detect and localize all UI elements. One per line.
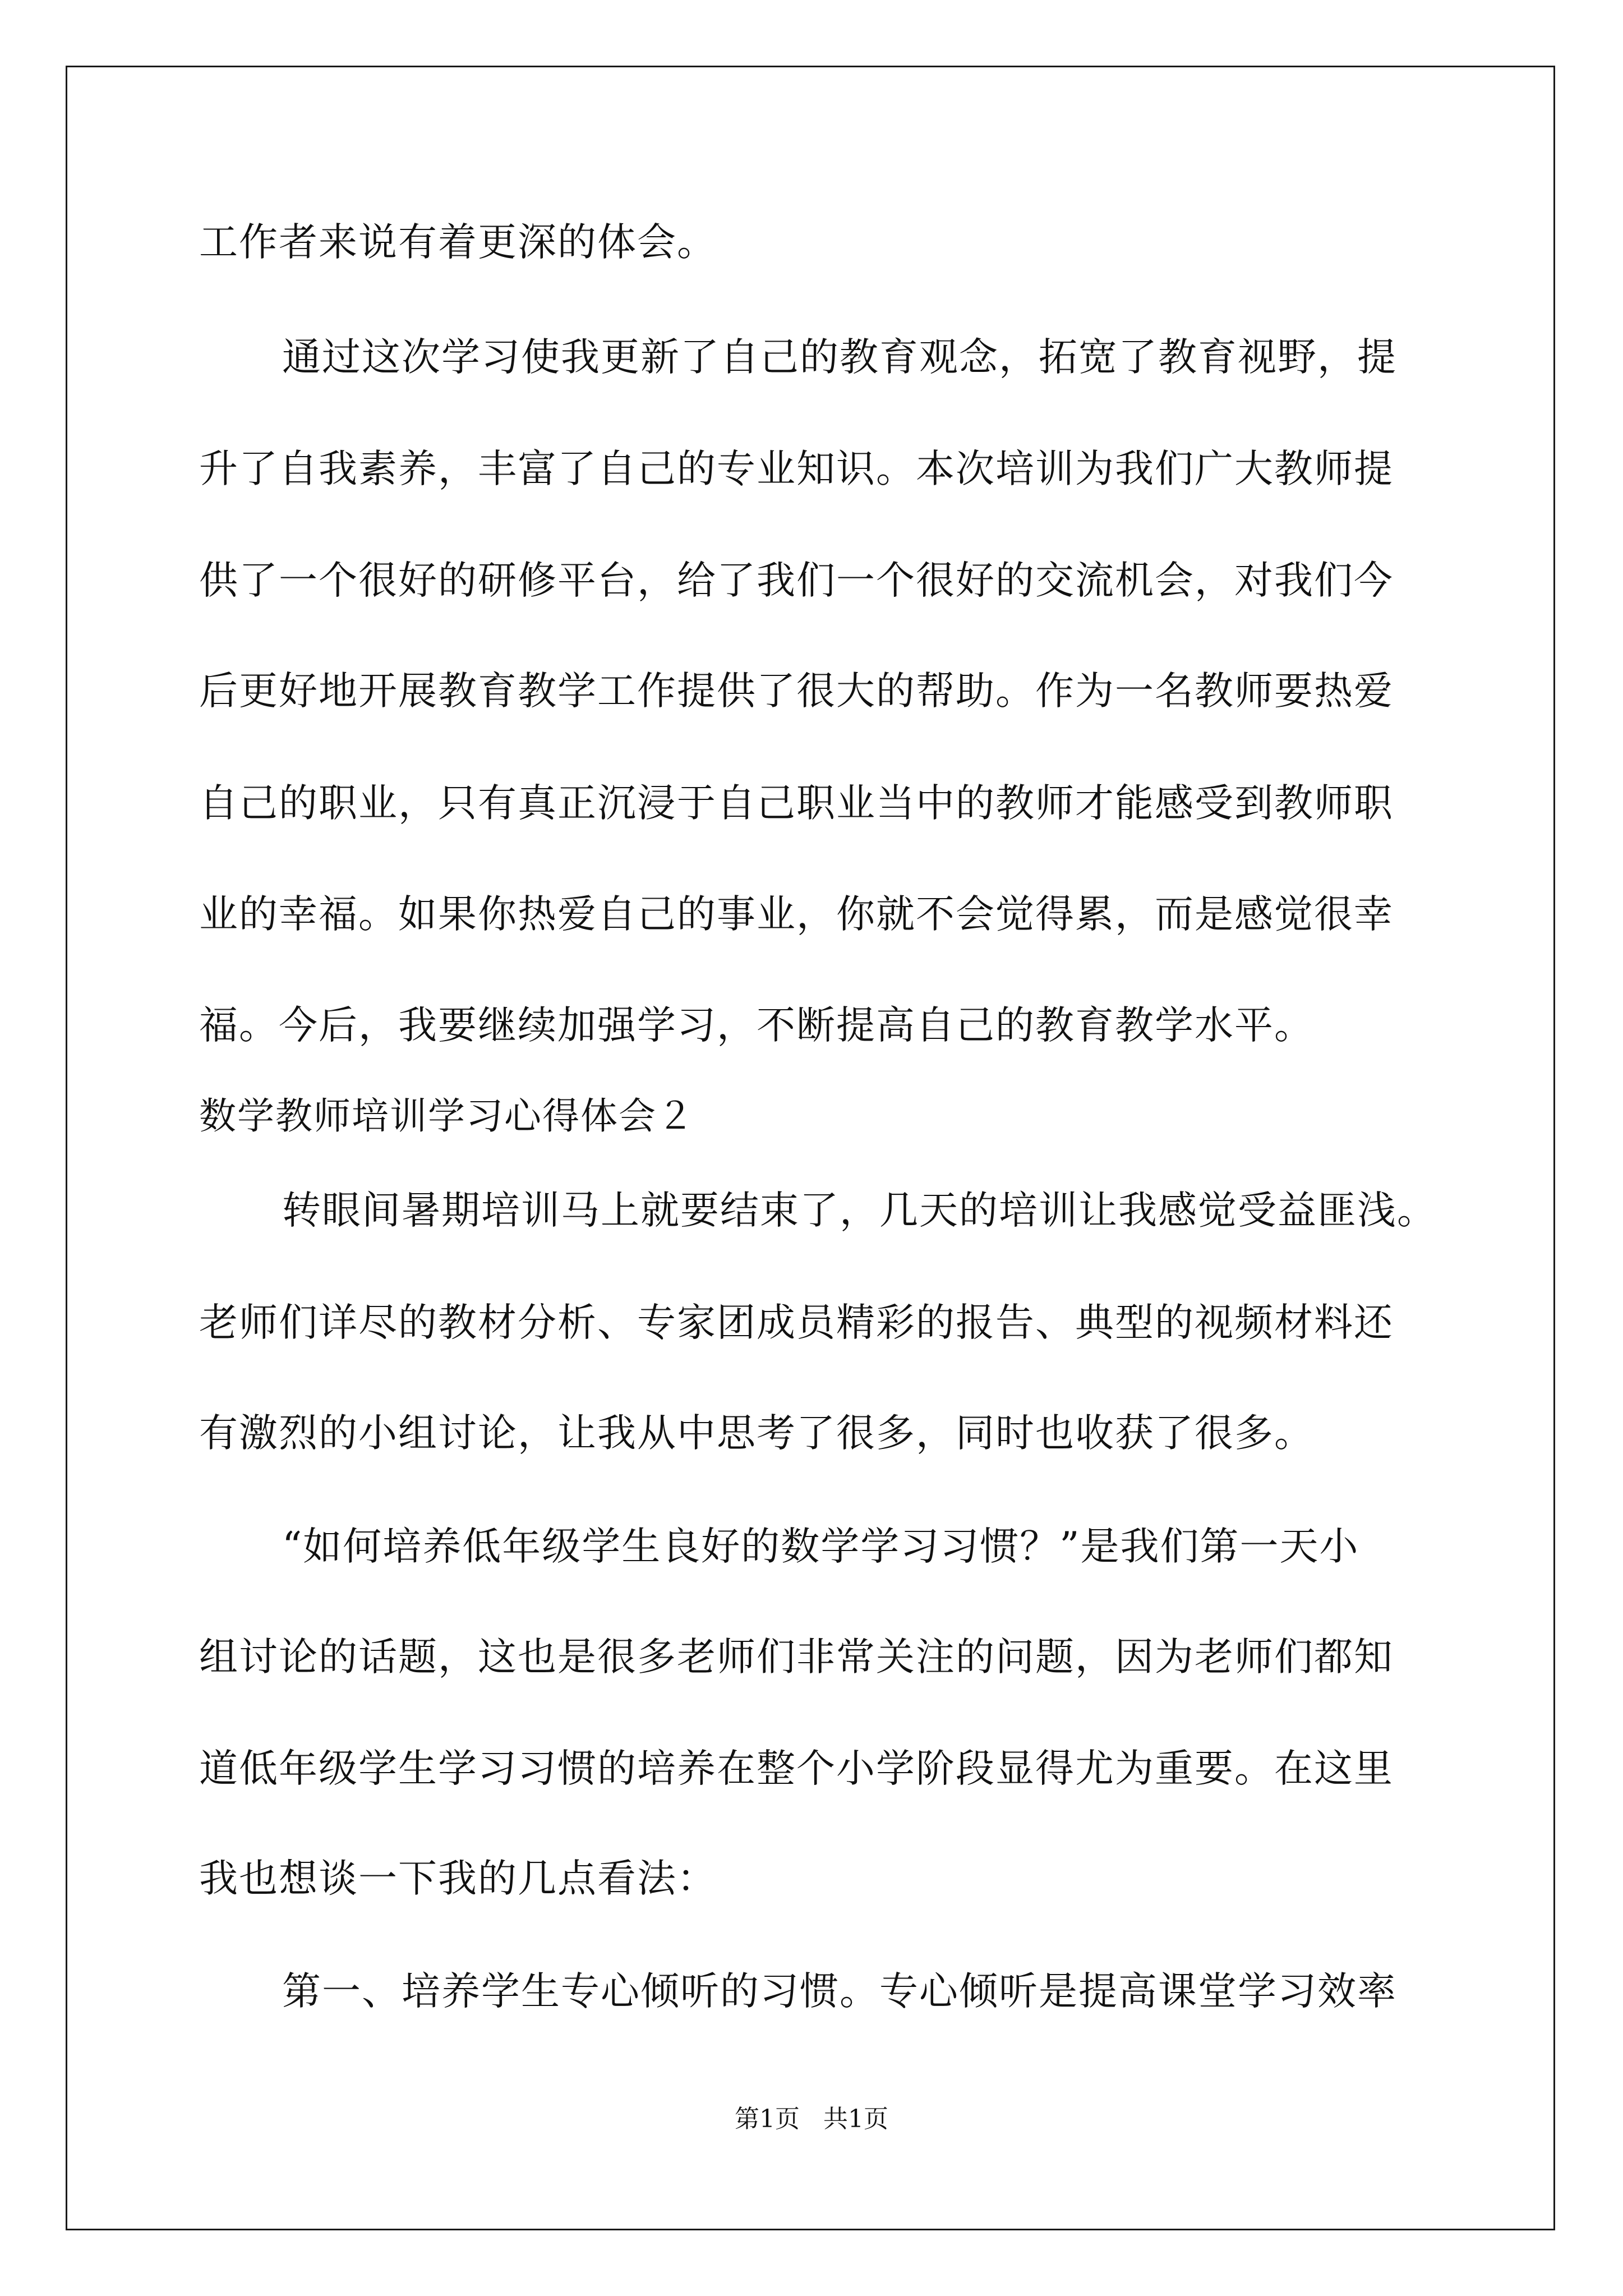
paragraph-line: 福。今后，我要继续加强学习，不断提高自己的教育教学水平。: [199, 1003, 1314, 1048]
paragraph-line: 通过这次学习使我更新了自己的教育观念，拓宽了教育视野，提: [282, 335, 1397, 380]
section-heading: 数学教师培训学习心得体会２: [199, 1094, 695, 1138]
paragraph-line: 转眼间暑期培训马上就要结束了，几天的培训让我感觉受益匪浅。: [282, 1188, 1437, 1233]
paragraph-line: 第一、培养学生专心倾听的习惯。专心倾听是提高课堂学习效率: [282, 1969, 1397, 2014]
paragraph-line: “如何培养低年级学生良好的数学学习习惯？”是我们第一天小: [282, 1524, 1359, 1569]
paragraph-line: 自己的职业，只有真正沉浸于自己职业当中的教师才能感受到教师职: [199, 781, 1394, 826]
paragraph-line: 道低年级学生学习习惯的培养在整个小学阶段显得尤为重要。在这里: [199, 1746, 1394, 1791]
paragraph-line: 工作者来说有着更深的体会。: [199, 220, 717, 265]
paragraph-line: 升了自我素养，丰富了自己的专业知识。本次培训为我们广大教师提: [199, 447, 1394, 491]
paragraph-line: 有激烈的小组讨论，让我从中思考了很多，同时也收获了很多。: [199, 1411, 1314, 1456]
paragraph-line: 老师们详尽的教材分析、专家团成员精彩的报告、典型的视频材料还: [199, 1300, 1394, 1345]
page-footer: 第1页 共1页: [735, 2105, 888, 2133]
paragraph-line: 供了一个很好的研修平台，给了我们一个很好的交流机会，对我们今: [199, 558, 1394, 603]
page-border: [66, 66, 1555, 2230]
paragraph-line: 我也想谈一下我的几点看法：: [199, 1856, 717, 1901]
paragraph-line: 业的幸福。如果你热爱自己的事业，你就不会觉得累，而是感觉很幸: [199, 892, 1394, 937]
paragraph-line: 组讨论的话题，这也是很多老师们非常关注的问题，因为老师们都知: [199, 1635, 1394, 1680]
paragraph-line: 后更好地开展教育教学工作提供了很大的帮助。作为一名教师要热爱: [199, 669, 1394, 714]
